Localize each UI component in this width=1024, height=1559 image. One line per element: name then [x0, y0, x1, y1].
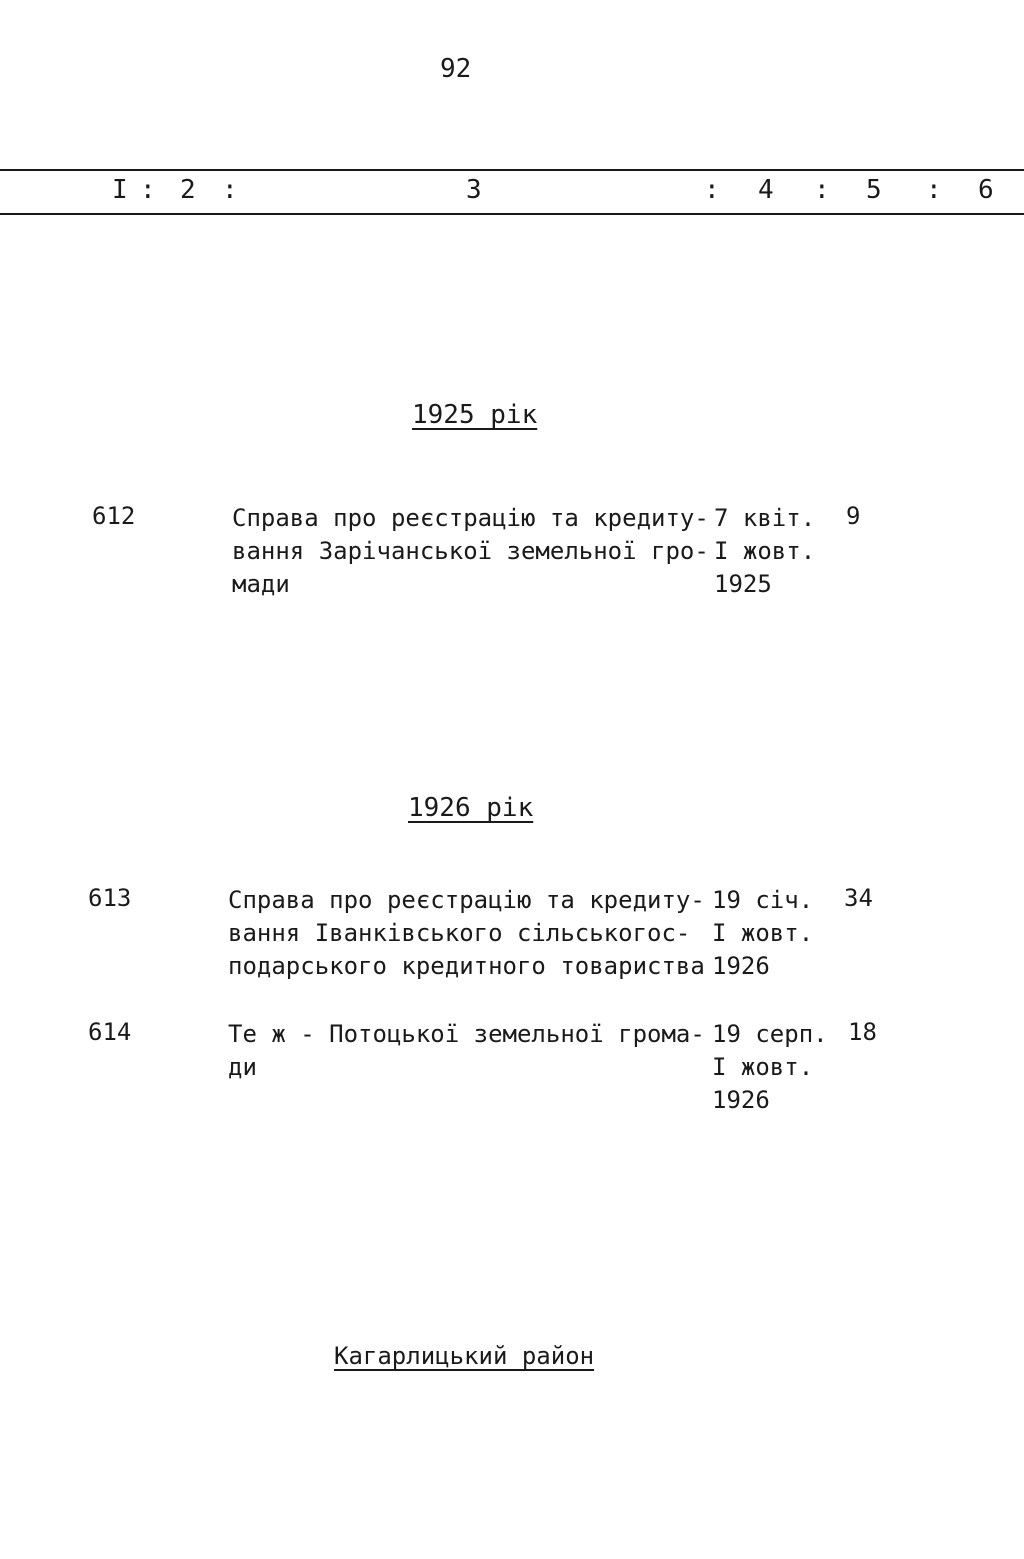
table-header-top-rule	[0, 169, 1024, 171]
column-header-5: 5	[866, 175, 882, 205]
entry-title	[228, 884, 705, 983]
column-header-1: I	[112, 175, 128, 205]
entry-date-line: 7 квіт.	[714, 504, 816, 532]
district-heading: Кагарлицький район	[334, 1342, 595, 1370]
entry-number: 613	[88, 884, 132, 912]
column-header-6: 6	[978, 175, 994, 205]
column-separator: :	[926, 175, 942, 205]
column-separator: :	[814, 175, 830, 205]
table-header-bottom-rule	[0, 213, 1024, 215]
entry-date-line: I жовт.	[712, 1053, 814, 1081]
entry-title-line: подарського кредитного товариства	[228, 952, 705, 980]
entry-dates	[712, 884, 813, 983]
entry-title-line: вання Зарічанської земельної гро-	[232, 537, 709, 565]
entry-dates	[712, 1018, 828, 1117]
entry-title-line: ди	[228, 1053, 257, 1081]
entry-title	[228, 1018, 705, 1084]
entry-date-line: 1926	[712, 1086, 770, 1114]
column-header-4: 4	[758, 175, 774, 205]
column-separator: :	[704, 175, 720, 205]
entry-date-line: 1926	[712, 952, 770, 980]
entry-title-line: Справа про реєстрацію та кредиту-	[228, 886, 705, 914]
entry-sheet-count: 18	[848, 1018, 877, 1046]
entry-date-line: 1925	[714, 570, 772, 598]
entry-number: 614	[88, 1018, 132, 1046]
entry-date-line: 19 серп.	[712, 1020, 828, 1048]
entry-date-line: 19 січ.	[712, 886, 814, 914]
entry-date-line: I жовт.	[712, 919, 814, 947]
entry-dates	[714, 502, 815, 601]
entry-sheet-count: 34	[844, 884, 873, 912]
column-header-2: 2	[180, 175, 196, 205]
year-heading-1926: 1926 рік	[408, 793, 534, 823]
entry-title-line: Те ж - Потоцької земельної грома-	[228, 1020, 705, 1048]
entry-title-line: мади	[232, 570, 290, 598]
page-number: 92	[440, 54, 472, 84]
column-separator: :	[140, 175, 156, 205]
entry-number: 612	[92, 502, 136, 530]
column-header-3: 3	[466, 175, 482, 205]
entry-title-line: Справа про реєстрацію та кредиту-	[232, 504, 709, 532]
year-heading-1925: 1925 рік	[412, 400, 538, 430]
entry-title-line: вання Іванківського сільськогос-	[228, 919, 691, 947]
entry-date-line: I жовт.	[714, 537, 816, 565]
entry-sheet-count: 9	[846, 502, 861, 530]
column-separator: :	[222, 175, 238, 205]
entry-title	[232, 502, 709, 601]
